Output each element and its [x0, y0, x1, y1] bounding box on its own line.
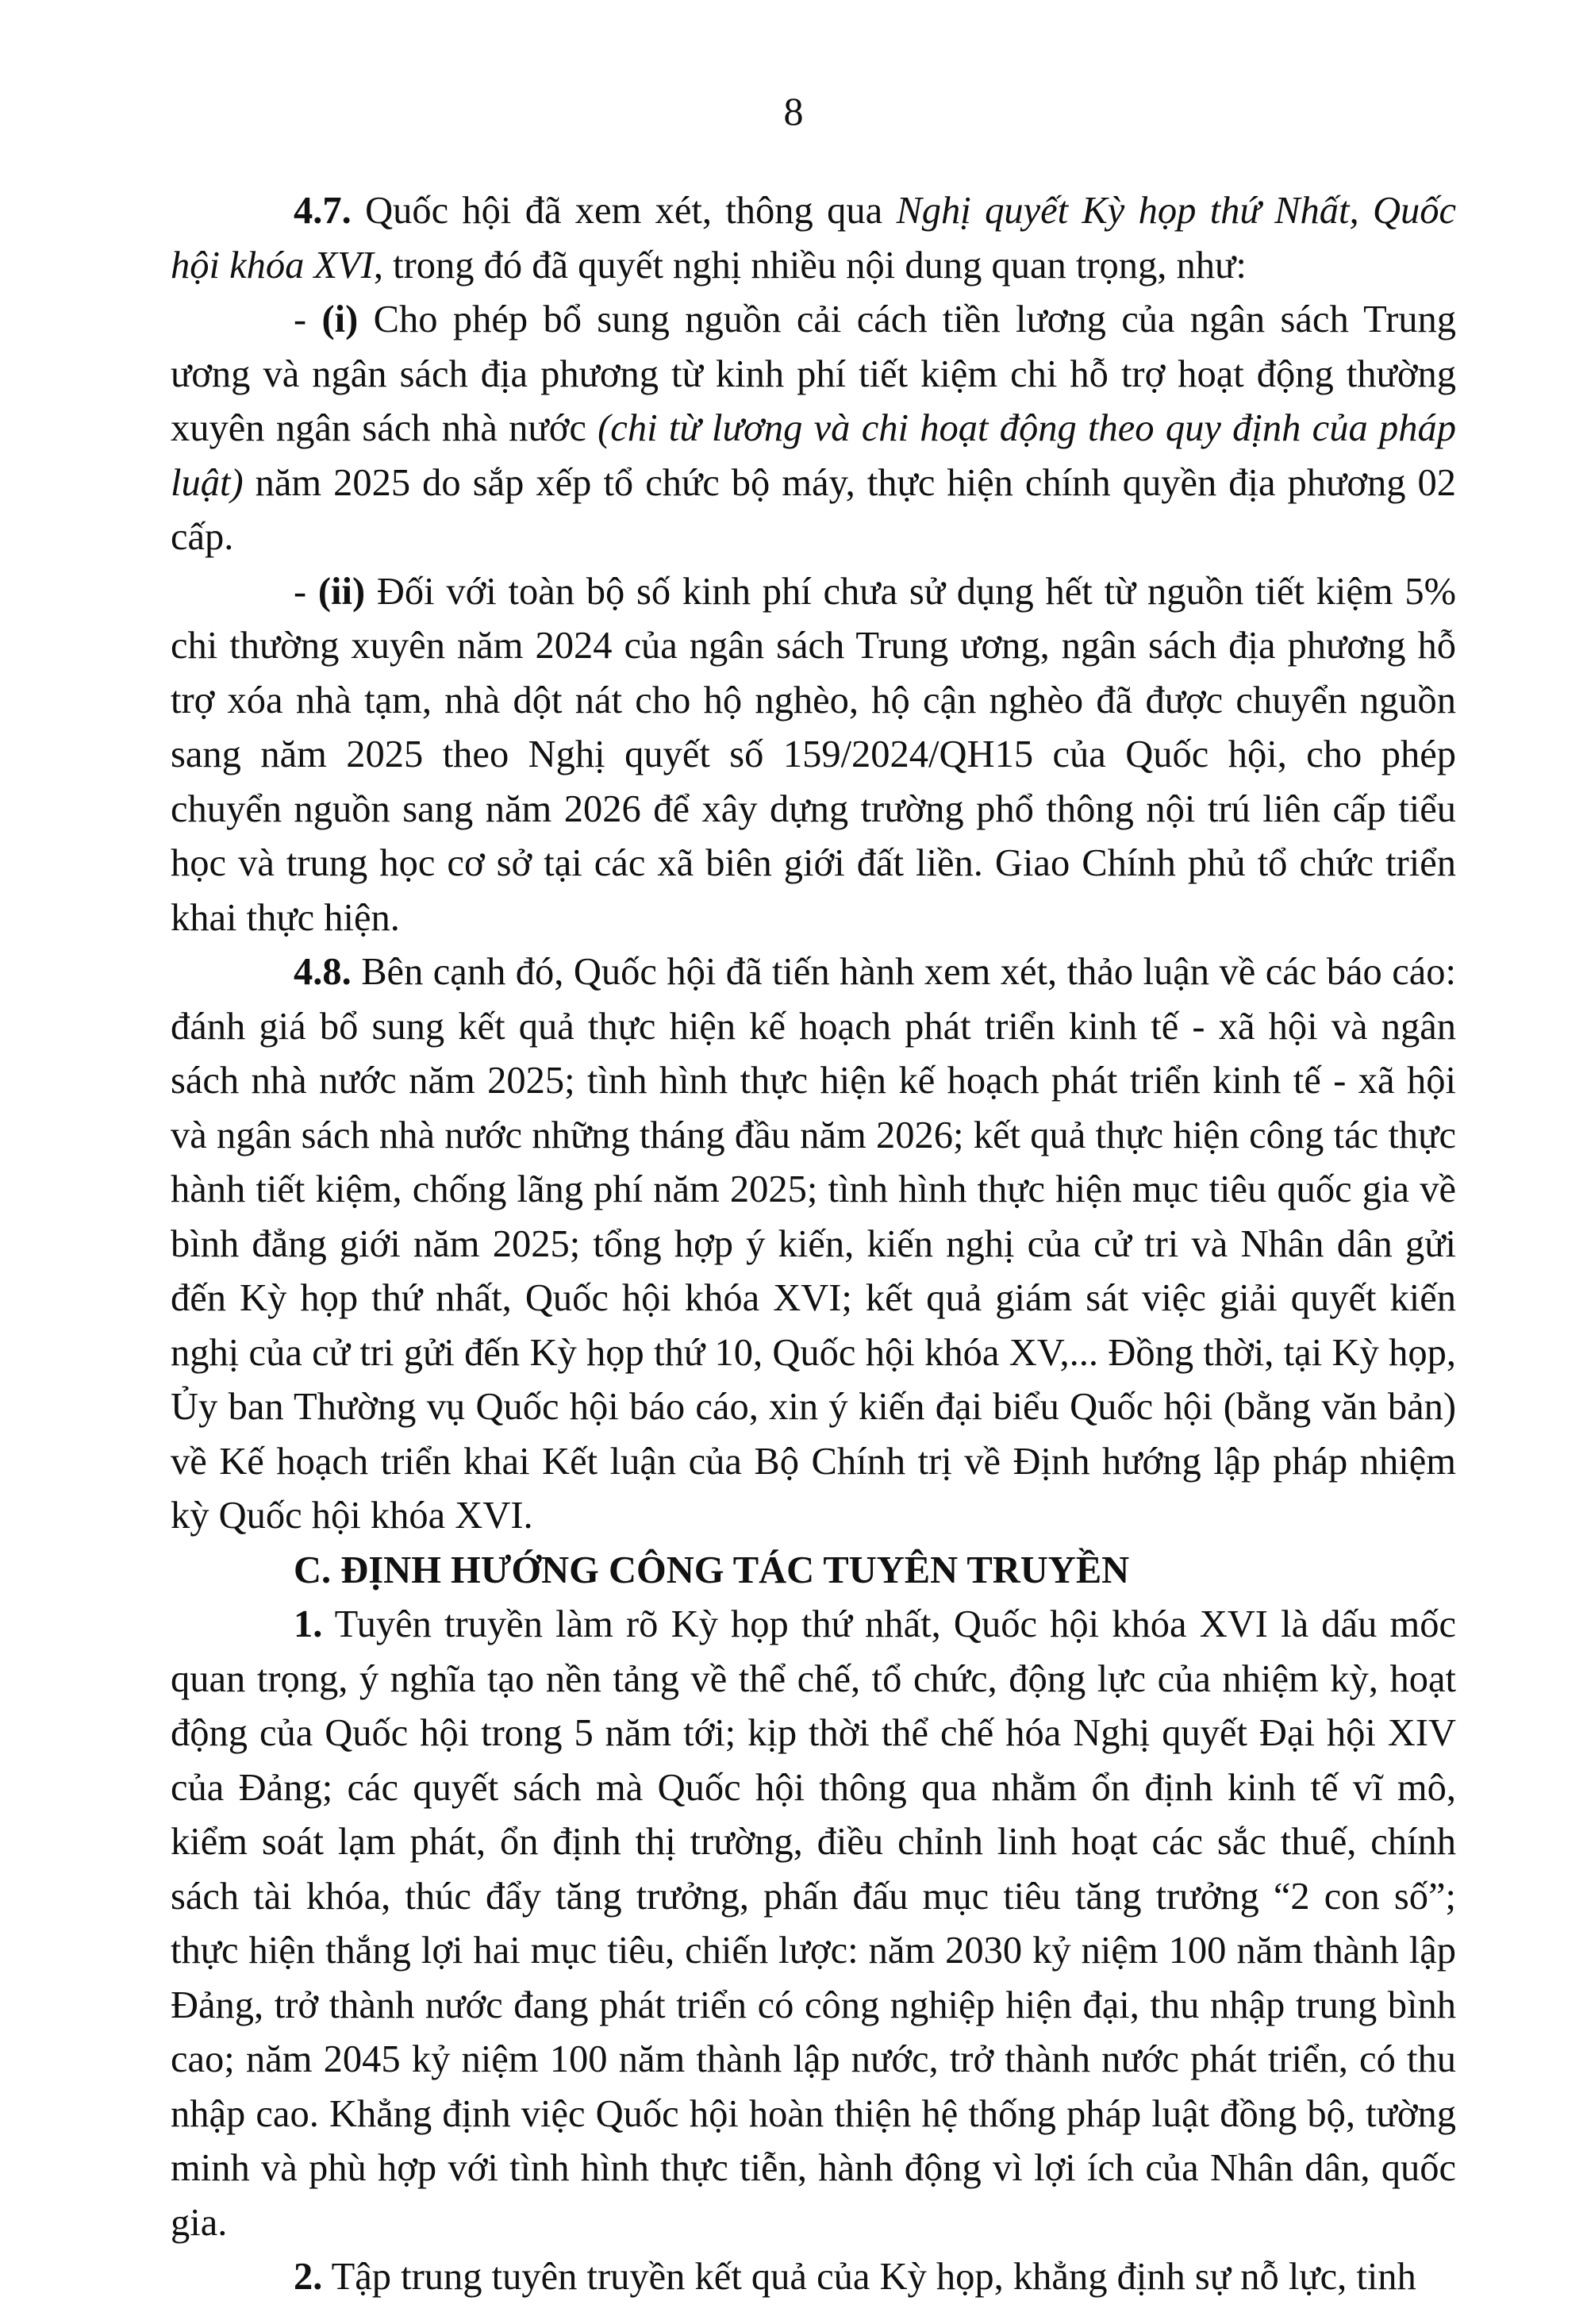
- paragraph-number: 4.7.: [294, 190, 352, 232]
- item-dash: -: [294, 570, 318, 613]
- paragraph-text: Tuyên truyền làm rõ Kỳ họp thứ nhất, Quốc hội khóa XVI là dấu mốc quan trọng, ý nghĩa tạo nền tảng về thể chế, tổ chức, động lực của nhiệm kỳ, hoạt động của Quốc hội trong 5 năm tới; kịp thời thể chế hóa Nghị quyết Đại hội XIV của Đảng; các quyết sách mà Quốc hội thông qua nhằm ổn định kinh tế vĩ mô, kiểm soát lạm phát, ổn định thị trường, điều chỉnh linh hoạt các sắc thuế, chính sách tài khóa, thúc đẩy tăng trưởng, phấn đấu mục tiêu tăng trưởng “2 con số”; thực hiện thắng lợi hai mục tiêu, chiến lược: năm 2030 kỷ niệm 100 năm thành lập Đảng, trở thành nước đang phát triển có công nghiệp hiện đại, thu nhập trung bình cao; năm 2045 kỷ niệm 100 năm thành lập nước, trở thành nước phát triển, có thu nhập cao. Khẳng định việc Quốc hội hoàn thiện hệ thống pháp luật đồng bộ, tường minh và phù hợp với tình hình thực tiễn, hành động vì lợi ích của Nhân dân, quốc gia.: [171, 1603, 1456, 2244]
- resolution-title: Nghị quyết Kỳ họp thứ Nhất, Quốc hội khóa XVI: [171, 190, 1456, 287]
- item-text: năm 2025 do sắp xếp tổ chức bộ máy, thực hiện chính quyền địa phương 02 cấp.: [171, 461, 1456, 558]
- item-text: Đối với toàn bộ số kinh phí chưa sử dụng hết từ nguồn tiết kiệm 5% chi thường xuyên năm 2024 của ngân sách Trung ương, ngân sách địa phương hỗ trợ xóa nhà tạm, nhà dột nát cho hộ nghèo, hộ cận nghèo đã được chuyển nguồn sang năm 2025 theo Nghị quyết số 159/2024/QH15 của Quốc hội, cho phép chuyển nguồn sang năm 2026 để xây dựng trường phổ thông nội trú liên cấp tiểu học và trung học cơ sở tại các xã biên giới đất liền. Giao Chính phủ tổ chức triển khai thực hiện.: [171, 570, 1456, 939]
- paragraph-2: [171, 2250, 1456, 2305]
- item-italic-note: (chi từ lương và chi hoạt động theo quy định của pháp luật): [171, 407, 1456, 504]
- paragraph-text: Tập trung tuyên truyền kết quả của Kỳ họp, khẳng định sự nỗ lực, tinh: [322, 2256, 1416, 2298]
- paragraph-text: Quốc hội đã xem xét, thông qua: [351, 190, 897, 232]
- paragraph-number: 2.: [294, 2256, 323, 2298]
- section-heading-c: C. ĐỊNH HƯỚNG CÔNG TÁC TUYÊN TRUYỀN: [294, 1549, 1130, 1591]
- page-number: 8: [783, 89, 804, 133]
- item-label: (i): [321, 298, 359, 341]
- paragraph-number: 4.8.: [294, 951, 352, 993]
- paragraph-number: 1.: [294, 1603, 323, 1645]
- paragraph-4-8: [171, 945, 1456, 1544]
- paragraph-text: , trong đó đã quyết nghị nhiều nội dung quan trọng, như:: [373, 244, 1247, 287]
- item-dash: -: [294, 298, 322, 341]
- paragraph-1: [171, 1598, 1456, 2250]
- item-text: Cho phép bổ sung nguồn cải cách tiền lương của ngân sách Trung ương và ngân sách địa phương từ kinh phí tiết kiệm chi hỗ trợ hoạt động thường xuyên ngân sách nhà nước: [171, 298, 1456, 449]
- paragraph-text: Bên cạnh đó, Quốc hội đã tiến hành xem xét, thảo luận về các báo cáo: đánh giá bổ sung kết quả thực hiện kế hoạch phát triển kinh tế - xã hội và ngân sách nhà nước năm 2025; tình hình thực hiện kế hoạch phát triển kinh tế - xã hội và ngân sách nhà nước những tháng đầu năm 2026; kết quả thực hiện công tác thực hành tiết kiệm, chống lãng phí năm 2025; tình hình thực hiện mục tiêu quốc gia về bình đẳng giới năm 2025; tổng hợp ý kiến, kiến nghị của cử tri và Nhân dân gửi đến Kỳ họp thứ nhất, Quốc hội khóa XVI; kết quả giám sát việc giải quyết kiến nghị của cử tri gửi đến Kỳ họp thứ 10, Quốc hội khóa XV,... Đồng thời, tại Kỳ họp, Ủy ban Thường vụ Quốc hội báo cáo, xin ý kiến đại biểu Quốc hội (bằng văn bản) về Kế hoạch triển khai Kết luận của Bộ Chính trị về Định hướng lập pháp nhiệm kỳ Quốc hội khóa XVI.: [171, 951, 1456, 1537]
- paragraph-4-7: [171, 184, 1456, 293]
- item-ii: [171, 565, 1456, 946]
- item-i: [171, 293, 1456, 565]
- document-body: [171, 184, 1456, 2305]
- item-label: (ii): [317, 570, 366, 613]
